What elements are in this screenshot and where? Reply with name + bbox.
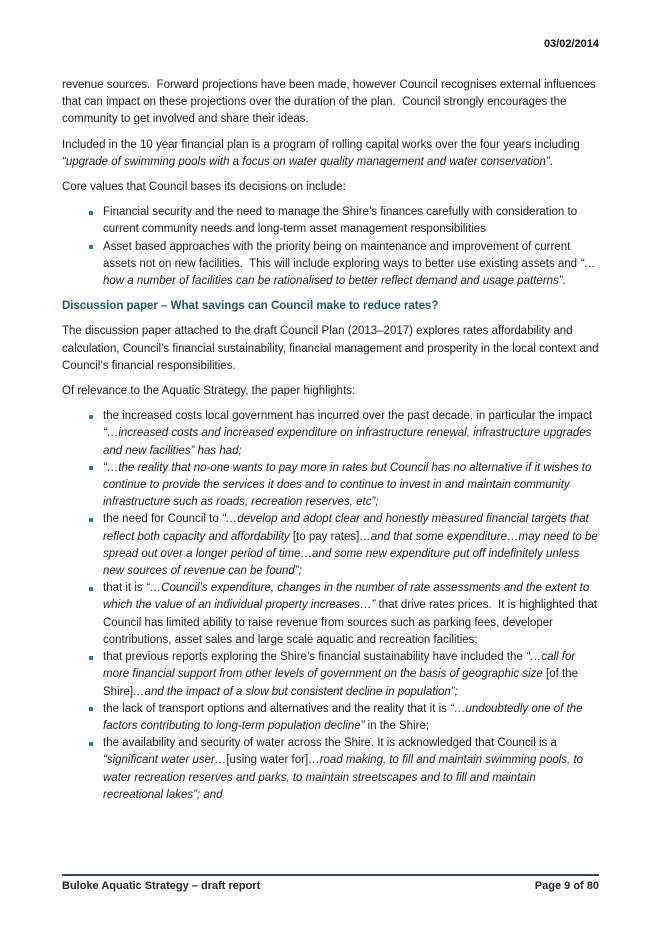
- text-run: Financial security and the need to manage the Shire’s finances carefully with consideration to current community needs and long-term asset management responsibilities: [103, 206, 581, 236]
- text-run: Discussion paper – What savings can Council make to reduce rates?: [62, 300, 439, 313]
- italic-quote-run: “significant water user…: [103, 754, 227, 767]
- text-run: .: [562, 275, 566, 288]
- footer-page-number: Page 9 of 80: [534, 880, 599, 892]
- italic-quote-run: “upgrade of swimming pools with a focus on water quality management and water conservation”: [62, 155, 550, 168]
- italic-quote-run: “…Council’s expenditure, changes in the number of rate assessments and the extent to which the value of an individual property increases…”: [103, 582, 593, 612]
- text-run: the increased costs local government has incurred over the past decade, in particular the impact: [103, 410, 596, 423]
- text-run: [of the Shire]: [103, 668, 582, 698]
- text-run: [using water for]: [226, 754, 309, 767]
- text-run: Of relevance to the Aquatic Strategy, the paper highlights:: [62, 385, 356, 398]
- italic-quote-run: “…how a number of facilities can be rationalised to better reflect demand and usage patterns”: [103, 257, 596, 288]
- list-item: [88, 735, 599, 804]
- italic-quote-run: …road making, to fill and maintain swimming pools, to water recreation reserves and parks, to maintain streetscapes and to fill and maintain recreational lakes”; and: [103, 754, 587, 801]
- italic-quote-run: …and that some expenditure…may need to be spread out over a longer period of time…and some new expenditure put off indefinitely unless new sources of revenue can be found”;: [103, 530, 601, 578]
- page-footer: [62, 874, 599, 892]
- italic-quote-run: “…undoubtedly one of the factors contributing to long-term population decline”: [103, 702, 586, 732]
- paragraph: [62, 77, 599, 129]
- text-run: the lack of transport options and alternatives and the reality that it is: [103, 702, 451, 715]
- italic-quote-run: “…the reality that no-one wants to pay more in rates but Council has no alternative if it wishes to continue to provide the services it does and to continue to invest in and maintain community infrastructure such as roads, recreation reserves, etc”;: [103, 461, 595, 509]
- list-item: [88, 204, 599, 238]
- paragraph: [62, 137, 599, 171]
- italic-quote-run: “…increased costs and increased expenditure on infrastructure renewal, infrastructure upgrades and new facilities” has had;: [103, 427, 595, 457]
- document-body: [62, 77, 602, 804]
- paragraph: [62, 323, 602, 375]
- italic-quote-run: …and the impact of a slow but consistent decline in population”;: [133, 685, 458, 698]
- list-item: [88, 701, 599, 735]
- text-run: [to pay rates]: [292, 530, 360, 543]
- bullet-list: [62, 204, 599, 290]
- list-item: [88, 460, 599, 512]
- text-run: revenue sources. Forward projections have been made, however Council recognises external influences that can impact on these projections over the duration of the plan. Council strongly encourages the community to get involved and share their ideas.: [62, 79, 599, 126]
- text-run: that previous reports exploring the Shire’s financial sustainability have included the: [103, 651, 526, 664]
- section-heading: [62, 298, 599, 315]
- text-run: that drive rates prices. It is highlighted that Council has limited ability to raise revenue from sources such as parking fees, developer contributions, asset sales and large scale aquatic and recreation facilities;: [103, 599, 601, 646]
- text-run: Core values that Council bases its decisions on include:: [62, 181, 346, 194]
- list-item: [88, 580, 599, 649]
- italic-quote-run: “…call for more financial support from other levels of government on the basis of geographic size: [103, 651, 579, 681]
- text-run: in the Shire;: [364, 719, 430, 732]
- text-run: .: [549, 155, 553, 168]
- page-content: [62, 0, 602, 812]
- text-run: The discussion paper attached to the draft Council Plan (2013–2017) explores rates affordability and calculation, Council’s financial sustainability, financial management and prosperity in the local context and Council’s financial responsibilities.: [62, 325, 602, 372]
- footer-left-text: Buloke Aquatic Strategy – draft report: [62, 880, 261, 892]
- page-date: 03/02/2014: [543, 38, 599, 50]
- paragraph: [62, 179, 599, 196]
- paragraph: [62, 383, 599, 400]
- text-run: Asset based approaches with the priority being on maintenance and improvement of current assets not on new facilities. This will include exploring ways to better use existing assets and: [103, 240, 581, 270]
- text-run: Included in the 10 year financial plan is a program of rolling capital works over the four years including: [62, 138, 583, 151]
- text-run: the availability and security of water across the Shire. It is acknowledged that Council is a: [103, 737, 561, 750]
- italic-quote-run: “…develop and adopt clear and honestly measured financial targets that reflect both capacity and affordability: [103, 513, 593, 543]
- list-item: [88, 649, 599, 701]
- list-item: [88, 511, 599, 580]
- text-run: the need for Council to: [103, 513, 222, 526]
- text-run: that it is: [103, 582, 146, 595]
- bullet-list: [62, 408, 599, 804]
- list-item: [88, 408, 599, 460]
- list-item: [88, 239, 599, 291]
